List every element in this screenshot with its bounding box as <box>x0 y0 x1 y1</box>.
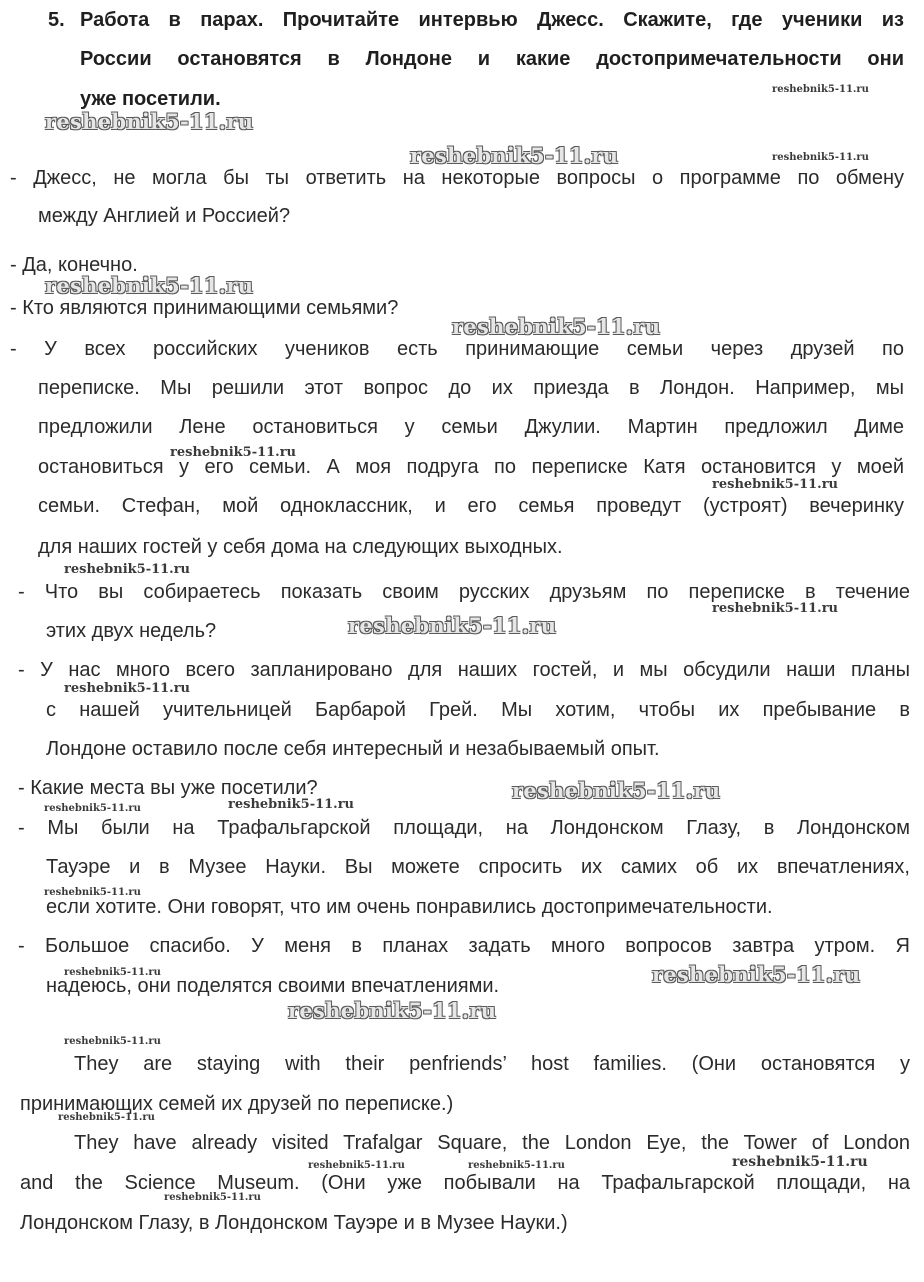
watermark: reshebnik5-11.ru <box>64 681 191 696</box>
question-1-line-1: - Джесс, не могла бы ты ответить на некоторые вопросы о программе по обмену <box>10 167 904 189</box>
watermark: reshebnik5-11.ru <box>164 1192 261 1203</box>
watermark: reshebnik5-11.ru <box>170 445 297 460</box>
question-5-line-2: надеюсь, они поделятся своими впечатлениями. <box>46 975 500 997</box>
answer-paragraph-2-line-3: Лондонском Глазу, в Лондонском Тауэре и в Музее Науки.) <box>20 1212 568 1234</box>
watermark: reshebnik5-11.ru <box>452 314 661 339</box>
watermark: reshebnik5-11.ru <box>45 109 254 134</box>
watermark: reshebnik5-11.ru <box>772 152 869 163</box>
task-heading-line-2: России остановятся в Лондоне и какие достопримечательности они <box>80 48 904 70</box>
answer-3-line-1: - У нас много всего запланировано для наших гостей, и мы обсудили наши планы <box>18 659 910 681</box>
answer-3-line-3: Лондоне оставило после себя интересный и незабываемый опыт. <box>46 738 660 760</box>
watermark: reshebnik5-11.ru <box>308 1160 405 1171</box>
question-4: - Какие места вы уже посетили? <box>18 777 318 799</box>
answer-2-line-1: - У всех российских учеников есть принимающие семьи через друзей по <box>10 338 904 360</box>
watermark: reshebnik5-11.ru <box>64 967 161 978</box>
watermark: reshebnik5-11.ru <box>64 1036 161 1047</box>
watermark: reshebnik5-11.ru <box>44 887 141 898</box>
answer-1: - Да, конечно. <box>10 254 138 276</box>
answer-3-line-2: с нашей учительницей Барбарой Грей. Мы хотим, чтобы их пребывание в <box>46 699 910 721</box>
question-1-line-2: между Англией и Россией? <box>38 205 291 227</box>
question-3-line-2: этих двух недель? <box>46 620 217 642</box>
watermark: reshebnik5-11.ru <box>732 1154 868 1170</box>
watermark: reshebnik5-11.ru <box>45 273 254 298</box>
task-heading-line-3: уже посетили. <box>80 88 221 110</box>
answer-4-line-2: Тауэре и в Музее Науки. Вы можете спросить их самих об их впечатлениях, <box>46 856 910 878</box>
answer-2-line-6: для наших гостей у себя дома на следующих выходных. <box>38 536 563 558</box>
watermark: reshebnik5-11.ru <box>652 962 861 987</box>
question-2: - Кто являются принимающими семьями? <box>10 297 399 319</box>
watermark: reshebnik5-11.ru <box>58 1112 155 1123</box>
task-number: 5. <box>48 9 65 31</box>
watermark: reshebnik5-11.ru <box>288 998 497 1023</box>
watermark: reshebnik5-11.ru <box>468 1160 565 1171</box>
answer-2-line-2: переписке. Мы решили этот вопрос до их приезда в Лондон. Например, мы <box>38 377 904 399</box>
answer-2-line-5: семьи. Стефан, мой одноклассник, и его семья проведут (устроят) вечеринку <box>38 495 904 517</box>
watermark: reshebnik5-11.ru <box>772 84 869 95</box>
watermark: reshebnik5-11.ru <box>44 803 141 814</box>
watermark: reshebnik5-11.ru <box>64 562 191 577</box>
watermark: reshebnik5-11.ru <box>512 778 721 803</box>
watermark: reshebnik5-11.ru <box>712 477 839 492</box>
question-3-line-1: - Что вы собираетесь показать своим русских друзьям по переписке в течение <box>18 581 910 603</box>
answer-2-line-4: остановиться у его семьи. А моя подруга по переписке Катя остановится у моей <box>38 456 904 478</box>
watermark: reshebnik5-11.ru <box>348 613 557 638</box>
question-5-line-1: - Большое спасибо. У меня в планах задать много вопросов завтра утром. Я <box>18 935 910 957</box>
watermark: reshebnik5-11.ru <box>712 601 839 616</box>
answer-paragraph-2-line-2: and the Science Museum. (Они уже побывали на Трафальгарской площади, на <box>20 1172 910 1194</box>
answer-4-line-1: - Мы были на Трафальгарской площади, на Лондонском Глазу, в Лондонском <box>18 817 910 839</box>
watermark: reshebnik5-11.ru <box>228 797 355 812</box>
answer-4-line-3: если хотите. Они говорят, что им очень понравились достопримечательности. <box>46 896 773 918</box>
answer-paragraph-1-line-1: They are staying with their penfriends’ host families. (Они остановятся у <box>74 1053 910 1075</box>
watermark: reshebnik5-11.ru <box>410 143 619 168</box>
answer-paragraph-2-line-1: They have already visited Trafalgar Square, the London Eye, the Tower of London <box>74 1132 910 1154</box>
answer-paragraph-1-line-2: принимающих семей их друзей по переписке.) <box>20 1093 454 1115</box>
task-heading-line-1: Работа в парах. Прочитайте интервью Джесс. Скажите, где ученики из <box>80 9 904 31</box>
answer-2-line-3: предложили Лене остановиться у семьи Джулии. Мартин предложил Диме <box>38 416 904 438</box>
